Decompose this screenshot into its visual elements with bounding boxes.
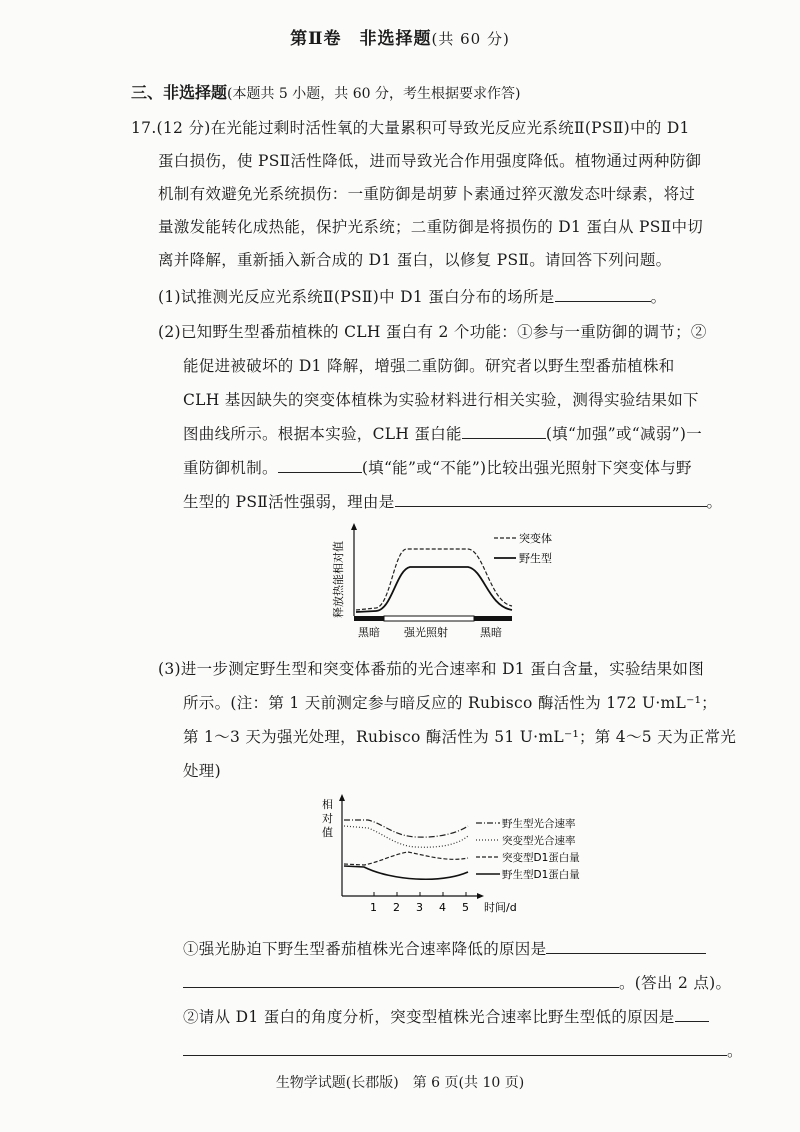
q17-stem-line-3: 机制有效避免光系统损伤：一重防御是胡萝卜素通过猝灭激发态叶绿素，将过 — [158, 185, 696, 203]
chart1-mutant-curve — [356, 549, 512, 610]
answer-blank-2[interactable] — [462, 424, 546, 439]
answer-blank-4[interactable] — [395, 492, 707, 507]
chart1-label-light: 强光照射 — [404, 626, 448, 639]
chart2-tick-3: 3 — [416, 901, 423, 914]
answer-blank-7[interactable] — [675, 1007, 709, 1022]
chart2-tick-1: 1 — [370, 901, 377, 914]
chart2-wild-rate-curve — [344, 820, 468, 837]
q17-sub2-line-2: 。 — [183, 1039, 743, 1061]
chart2-ticks — [370, 892, 469, 914]
q17-part2-line-5: 重防御机制。 (填“能”或“不能”)比较出强光照射下突变体与野 — [183, 459, 692, 477]
chart2-legend-2: 突变型光合速率 — [502, 835, 576, 847]
answer-blank-5[interactable] — [546, 939, 706, 954]
heat-release-chart — [330, 522, 570, 642]
answer-blank-8[interactable] — [183, 1041, 727, 1056]
answer-blank-1[interactable] — [555, 287, 651, 302]
chart1-legend-mutant: 突变体 — [519, 532, 552, 545]
answer-blank-6[interactable] — [183, 973, 619, 988]
chart1-bar-dark1 — [354, 616, 384, 621]
q17-sub1-line-2: 。(答出 2 点)。 — [183, 971, 731, 993]
q17-part3-line-1: (3)进一步测定野生型和突变体番茄的光合速率和 D1 蛋白含量，实验结果如图 — [158, 660, 705, 678]
q17-part3-line-4: 处理) — [183, 762, 221, 780]
chart2-ylabel-3: 值 — [322, 826, 333, 839]
q17-stem-line-2: 蛋白损伤，使 PSⅡ活性降低，进而导致光合作用强度降低。植物通过两种防御 — [158, 152, 702, 170]
chart1-legend-wild: 野生型 — [519, 552, 552, 565]
q17-sub2-line-1: ②请从 D1 蛋白的角度分析，突变型植株光合速率比野生型低的原因是 — [183, 1005, 709, 1027]
q17-part2-line-3: CLH 基因缺失的突变体植株为实验材料进行相关实验，测得实验结果如下 — [183, 391, 699, 409]
q17-sub1-line-1: ①强光胁迫下野生型番茄植株光合速率降低的原因是 — [183, 937, 706, 959]
chart2-tick-5: 5 — [462, 901, 469, 914]
chart2-mutant-rate-curve — [344, 826, 468, 847]
chart2-legend-3: 突变型D1蛋白量 — [502, 852, 580, 864]
q17-part2-line-1: (2)已知野生型番茄植株的 CLH 蛋白有 2 个功能：①参与一重防御的调节；② — [158, 323, 707, 341]
chart2-legend-1: 野生型光合速率 — [502, 818, 576, 830]
q17-part3-line-3: 第 1～3 天为强光处理，Rubisco 酶活性为 51 U·mL⁻¹；第 4～5 天为正常光 — [183, 728, 737, 746]
q17-part2-line-6: 生型的 PSⅡ活性强弱，理由是 。 — [183, 493, 723, 511]
answer-blank-3[interactable] — [278, 458, 362, 473]
q17-stem-line-1: 17.(12 分)在光能过剩时活性氧的大量累积可导致光反应光系统Ⅱ(PSⅡ)中的 D1 — [131, 119, 690, 137]
q17-part2-line-4: 图曲线所示。根据本实验，CLH 蛋白能 (填“加强”或“减弱”)一 — [183, 425, 703, 443]
chart1-bar-dark2 — [474, 616, 512, 621]
q17-stem-line-4: 量激发能转化成热能，保护光系统；二重防御是将损伤的 D1 蛋白从 PSⅡ中切 — [158, 218, 704, 236]
chart1-y-arrow — [351, 523, 357, 530]
chart1-label-dark2: 黑暗 — [480, 626, 502, 639]
chart1-wild-curve — [356, 567, 512, 612]
q17-part3-line-2: 所示。(注：第 1 天前测定参与暗反应的 Rubisco 酶活性为 172 U·mL⁻¹； — [183, 694, 717, 712]
page-footer: 生物学试题(长郡版) 第 6 页(共 10 页) — [275, 1075, 525, 1091]
chart2-xlabel: 时间/d — [484, 901, 517, 914]
chart2-tick-2: 2 — [393, 901, 400, 914]
chart2-legend-4: 野生型D1蛋白量 — [502, 869, 580, 881]
chart2-mutant-d1-curve — [344, 852, 468, 865]
chart1-ylabel: 释放热能相对值 — [332, 541, 345, 618]
chart2-wild-d1-curve — [344, 866, 468, 879]
q17-stem-line-5: 离并降解，重新插入新合成的 D1 蛋白，以修复 PSⅡ。请回答下列问题。 — [158, 251, 672, 269]
q17-part1: (1)试推测光反应光系统Ⅱ(PSⅡ)中 D1 蛋白分布的场所是 。 — [158, 288, 667, 306]
chart2-y-arrow — [339, 794, 345, 801]
photosynthesis-d1-chart — [318, 792, 608, 922]
chart2-tick-4: 4 — [439, 901, 446, 914]
part-title: 第Ⅱ卷 非选择题(共 60 分) — [290, 29, 510, 49]
chart2-ylabel-2: 对 — [322, 812, 333, 825]
q17-part2-line-2: 能促进被破坏的 D1 降解，增强二重防御。研究者以野生型番茄植株和 — [183, 357, 675, 375]
section-heading: 三、非选择题(本题共 5 小题，共 60 分，考生根据要求作答) — [131, 83, 521, 102]
chart1-bar-light — [384, 616, 474, 621]
chart1-label-dark1: 黑暗 — [358, 626, 380, 639]
chart2-ylabel-1: 相 — [322, 798, 333, 811]
chart2-x-arrow — [477, 893, 484, 899]
